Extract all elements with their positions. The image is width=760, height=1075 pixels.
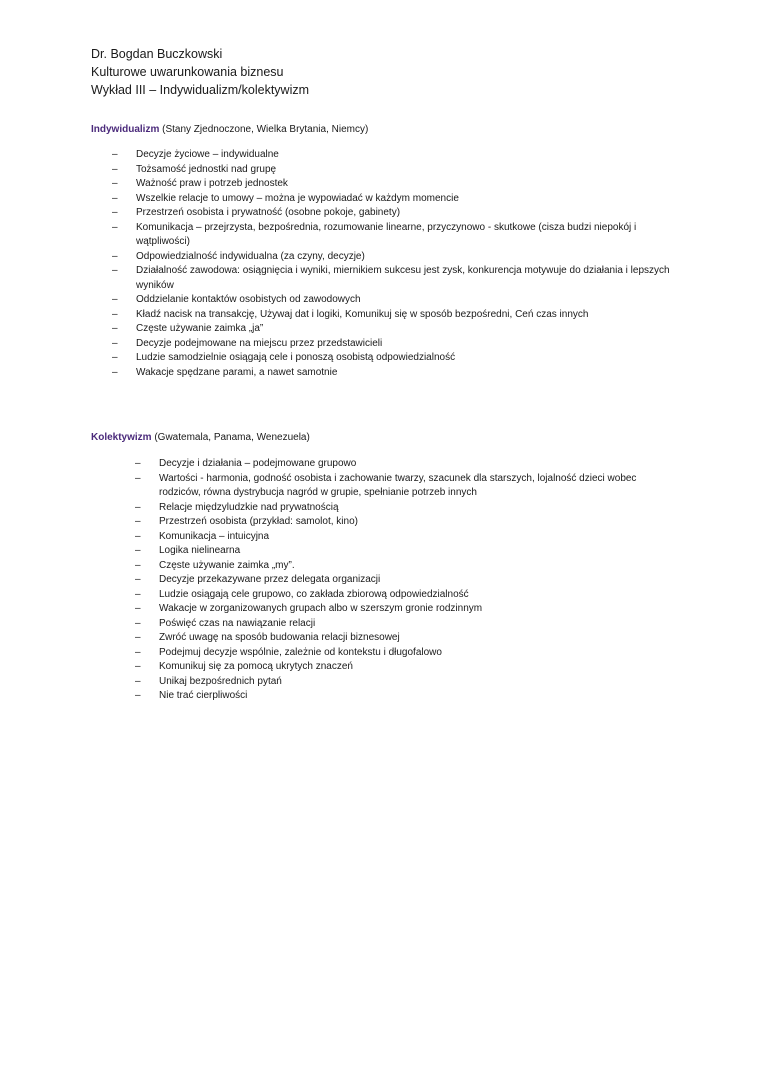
list-item: [112, 366, 676, 381]
list-item: [135, 689, 669, 704]
list-item: [135, 660, 669, 675]
list-item-text: Relacje międzyludzkie nad prywatnością: [159, 501, 339, 513]
dash-bullet-icon: –: [112, 308, 118, 320]
course-title: Kulturowe uwarunkowania biznesu: [91, 65, 284, 79]
dash-bullet-icon: –: [112, 207, 118, 218]
dash-bullet-icon: –: [135, 501, 141, 513]
list-item: [135, 515, 669, 530]
dash-bullet-icon: –: [112, 294, 118, 305]
list-item-text: Wartości - harmonia, godność osobista i zachowanie twarzy, szacunek dla starszych, lojalność dzieci wobec rodziców, równa dystrybucja nagród w grupie, spełnianie potrzeb innych: [159, 472, 637, 498]
list-item: [135, 675, 669, 690]
list-item-text: Odpowiedzialność indywidualna (za czyny, decyzje): [136, 250, 365, 262]
dash-bullet-icon: –: [112, 250, 118, 262]
dash-bullet-icon: –: [112, 323, 118, 334]
list-item-text: Przestrzeń osobista (przykład: samolot, kino): [159, 516, 358, 527]
list-item: [135, 559, 669, 574]
dash-bullet-icon: –: [135, 458, 141, 469]
list-item-text: Zwróć uwagę na sposób budowania relacji biznesowej: [159, 632, 400, 643]
dash-bullet-icon: –: [135, 617, 141, 629]
dash-bullet-icon: –: [112, 265, 118, 276]
list-item-text: Kładź nacisk na transakcję, Używaj dat i logiki, Komunikuj się w sposób bezpośredni, Ceń czas innych: [136, 308, 589, 320]
list-item: [112, 221, 676, 250]
list-item-text: Unikaj bezpośrednich pytań: [159, 675, 282, 687]
list-item: [112, 206, 676, 221]
section-individualism-name: Indywidualizm: [91, 124, 160, 135]
dash-bullet-icon: –: [135, 603, 141, 614]
list-item: [135, 617, 669, 632]
list-item-text: Ludzie samodzielnie osiągają cele i ponoszą osobistą odpowiedzialność: [136, 352, 456, 363]
section-individualism-heading: [91, 123, 368, 137]
list-item: [112, 337, 676, 352]
list-item-text: Działalność zawodowa: osiągnięcia i wyniki, miernikiem sukcesu jest zysk, konkurencja motywuje do działania i lepszych wyników: [136, 265, 670, 291]
list-item: [112, 293, 676, 308]
list-item: [135, 631, 669, 646]
list-item: [112, 351, 676, 366]
section-collectivism-heading: [91, 431, 310, 445]
dash-bullet-icon: –: [135, 545, 141, 556]
list-item-text: Decyzje przekazywane przez delegata organizacji: [159, 574, 381, 585]
list-item: [112, 250, 676, 265]
lecture-title: Wykład III – Indywidualizm/kolektywizm: [91, 83, 310, 97]
dash-bullet-icon: –: [112, 352, 118, 363]
section-collectivism-name: Kolektywizm: [91, 432, 152, 443]
list-item: [135, 472, 669, 501]
collectivism-list: [135, 457, 669, 704]
dash-bullet-icon: –: [135, 675, 141, 687]
list-item: [135, 544, 669, 559]
list-item: [112, 264, 676, 293]
list-item-text: Wszelkie relacje to umowy – można je wypowiadać w każdym momencie: [136, 192, 459, 204]
dash-bullet-icon: –: [112, 366, 118, 378]
dash-bullet-icon: –: [135, 632, 141, 643]
dash-bullet-icon: –: [112, 221, 118, 233]
list-item: [135, 573, 669, 588]
dash-bullet-icon: –: [135, 661, 141, 672]
list-item-text: Ważność praw i potrzeb jednostek: [136, 178, 288, 189]
list-item-text: Decyzje życiowe – indywidualne: [136, 149, 279, 160]
section-individualism-countries: (Stany Zjednoczone, Wielka Brytania, Niemcy): [159, 124, 369, 135]
list-item: [135, 588, 669, 603]
dash-bullet-icon: –: [112, 337, 118, 349]
list-item: [135, 501, 669, 516]
list-item: [135, 457, 669, 472]
list-item-text: Wakacje w zorganizowanych grupach albo w szerszym gronie rodzinnym: [159, 603, 483, 614]
list-item-text: Komunikacja – intuicyjna: [159, 530, 270, 542]
list-item-text: Wakacje spędzane parami, a nawet samotnie: [136, 366, 338, 378]
list-item-text: Komunikacja – przejrzysta, bezpośrednia, rozumowanie linearne, przyczynowo - skutkowe (cisza budzi niepokój i wątpliwości): [136, 221, 637, 247]
dash-bullet-icon: –: [135, 516, 141, 527]
list-item-text: Decyzje i działania – podejmowane grupowo: [159, 458, 357, 469]
list-item: [112, 192, 676, 207]
list-item: [135, 602, 669, 617]
list-item: [112, 148, 676, 163]
list-item-text: Poświęć czas na nawiązanie relacji: [159, 617, 316, 629]
list-item-text: Przestrzeń osobista i prywatność (osobne pokoje, gabinety): [136, 207, 401, 218]
list-item: [112, 322, 676, 337]
dash-bullet-icon: –: [135, 690, 141, 701]
document-header: [91, 45, 309, 99]
list-item: [112, 177, 676, 192]
list-item-text: Podejmuj decyzje wspólnie, zależnie od kontekstu i długofalowo: [159, 646, 442, 658]
list-item-text: Oddzielanie kontaktów osobistych od zawodowych: [136, 294, 361, 305]
list-item-text: Nie trać cierpliwości: [159, 690, 248, 701]
dash-bullet-icon: –: [135, 588, 141, 600]
dash-bullet-icon: –: [112, 149, 118, 160]
individualism-list: [112, 148, 676, 380]
section-collectivism-countries: (Gwatemala, Panama, Wenezuela): [151, 432, 310, 443]
dash-bullet-icon: –: [112, 192, 118, 204]
list-item-text: Logika nielinearna: [159, 545, 241, 556]
list-item: [135, 530, 669, 545]
dash-bullet-icon: –: [135, 646, 141, 658]
dash-bullet-icon: –: [135, 559, 141, 571]
dash-bullet-icon: –: [112, 163, 118, 175]
list-item: [135, 646, 669, 661]
list-item-text: Częste używanie zaimka „ja”: [136, 323, 264, 334]
dash-bullet-icon: –: [135, 472, 141, 484]
list-item-text: Komunikuj się za pomocą ukrytych znaczeń: [159, 661, 353, 672]
list-item-text: Tożsamość jednostki nad grupę: [136, 163, 277, 175]
author-line: Dr. Bogdan Buczkowski: [91, 47, 223, 61]
list-item: [112, 308, 676, 323]
list-item-text: Ludzie osiągają cele grupowo, co zakłada zbiorową odpowiedzialność: [159, 588, 469, 600]
dash-bullet-icon: –: [112, 178, 118, 189]
dash-bullet-icon: –: [135, 574, 141, 585]
list-item-text: Częste używanie zaimka „my”.: [159, 559, 295, 571]
list-item-text: Decyzje podejmowane na miejscu przez przedstawicieli: [136, 337, 383, 349]
list-item: [112, 163, 676, 178]
dash-bullet-icon: –: [135, 530, 141, 542]
